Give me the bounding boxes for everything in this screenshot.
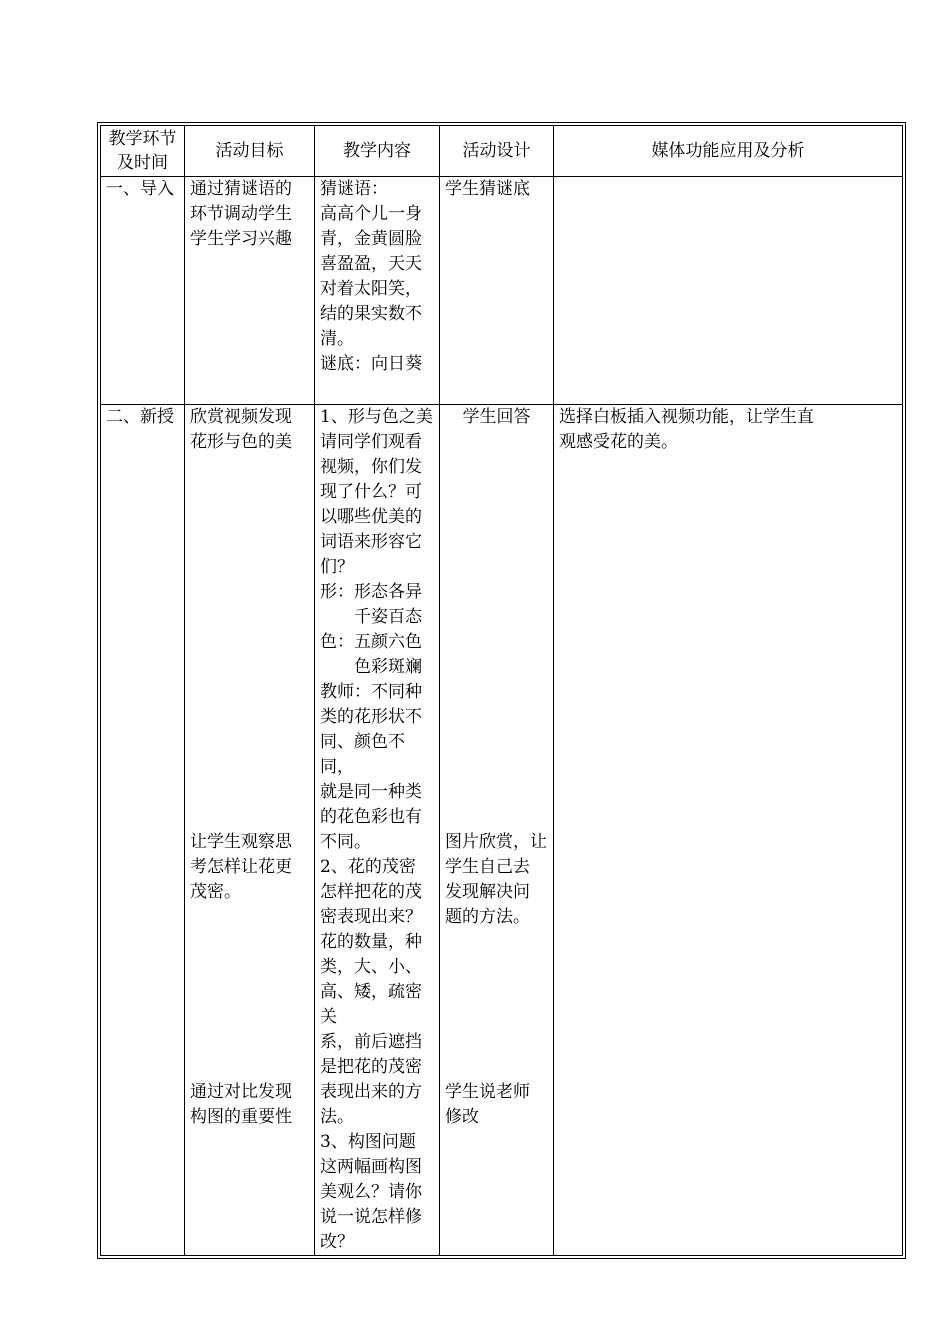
table-header-row bbox=[101, 126, 902, 177]
design-section-3: 学生说老师 修改 bbox=[445, 1082, 530, 1127]
content-section-1: 1、形与色之美 请同学们观看 视频，你们发 现了什么？可 以哪些优美的 词语来形容它 们？ 形：形态各异 千姿百态 色：五颜六色 色彩斑斓 教师：不同种 类的花形状不 同、颜色不同， 就是同一种类 的花色彩也有 不同。 bbox=[320, 407, 433, 852]
cell-goal-intro: 通过猜谜语的 环节调动学生 学生学习兴趣 bbox=[185, 177, 315, 405]
lesson-plan-table bbox=[100, 125, 903, 1256]
cell-media-intro bbox=[554, 177, 902, 405]
table-row-new bbox=[101, 405, 902, 1255]
goal-section-2: 让学生观察思 考怎样让花更 茂密。 bbox=[190, 832, 292, 902]
header-stage: 教学环节 及时间 bbox=[101, 126, 185, 177]
content-section-2: 2、花的茂密 怎样把花的茂 密表现出来？ 花的数量，种 类，大、小、 高、矮，疏密关 系，前后遮挡 是把花的茂密 表现出来的方 法。 bbox=[320, 857, 422, 1127]
header-goal: 活动目标 bbox=[185, 126, 315, 177]
cell-design-intro: 学生猜谜底 bbox=[440, 177, 554, 405]
header-design: 活动设计 bbox=[440, 126, 554, 177]
cell-stage-intro: 一、导入 bbox=[101, 177, 185, 405]
goal-section-3: 通过对比发现 构图的重要性 bbox=[190, 1082, 292, 1127]
cell-content-new bbox=[315, 405, 440, 1255]
cell-design-new bbox=[440, 405, 554, 1255]
cell-goal-new bbox=[185, 405, 315, 1255]
goal-section-1: 欣赏视频发现 花形与色的美 bbox=[190, 407, 292, 452]
header-media: 媒体功能应用及分析 bbox=[554, 126, 902, 177]
cell-stage-new: 二、新授 bbox=[101, 405, 185, 1255]
cell-content-intro: 猜谜语： 高高个儿一身 青，金黄圆脸 喜盈盈，天天 对着太阳笑， 结的果实数不 清。 谜底：向日葵 bbox=[315, 177, 440, 405]
design-section-2: 图片欣赏，让 学生自己去 发现解决问 题的方法。 bbox=[445, 832, 547, 927]
table-row-intro bbox=[101, 177, 902, 405]
header-content: 教学内容 bbox=[315, 126, 440, 177]
design-section-1: 学生回答 bbox=[462, 407, 531, 427]
cell-media-new: 选择白板插入视频功能，让学生直 观感受花的美。 bbox=[559, 407, 814, 452]
content-section-3: 3、构图问题 这两幅画构图 美观么？请你 说一说怎样修 改？ bbox=[320, 1132, 422, 1252]
